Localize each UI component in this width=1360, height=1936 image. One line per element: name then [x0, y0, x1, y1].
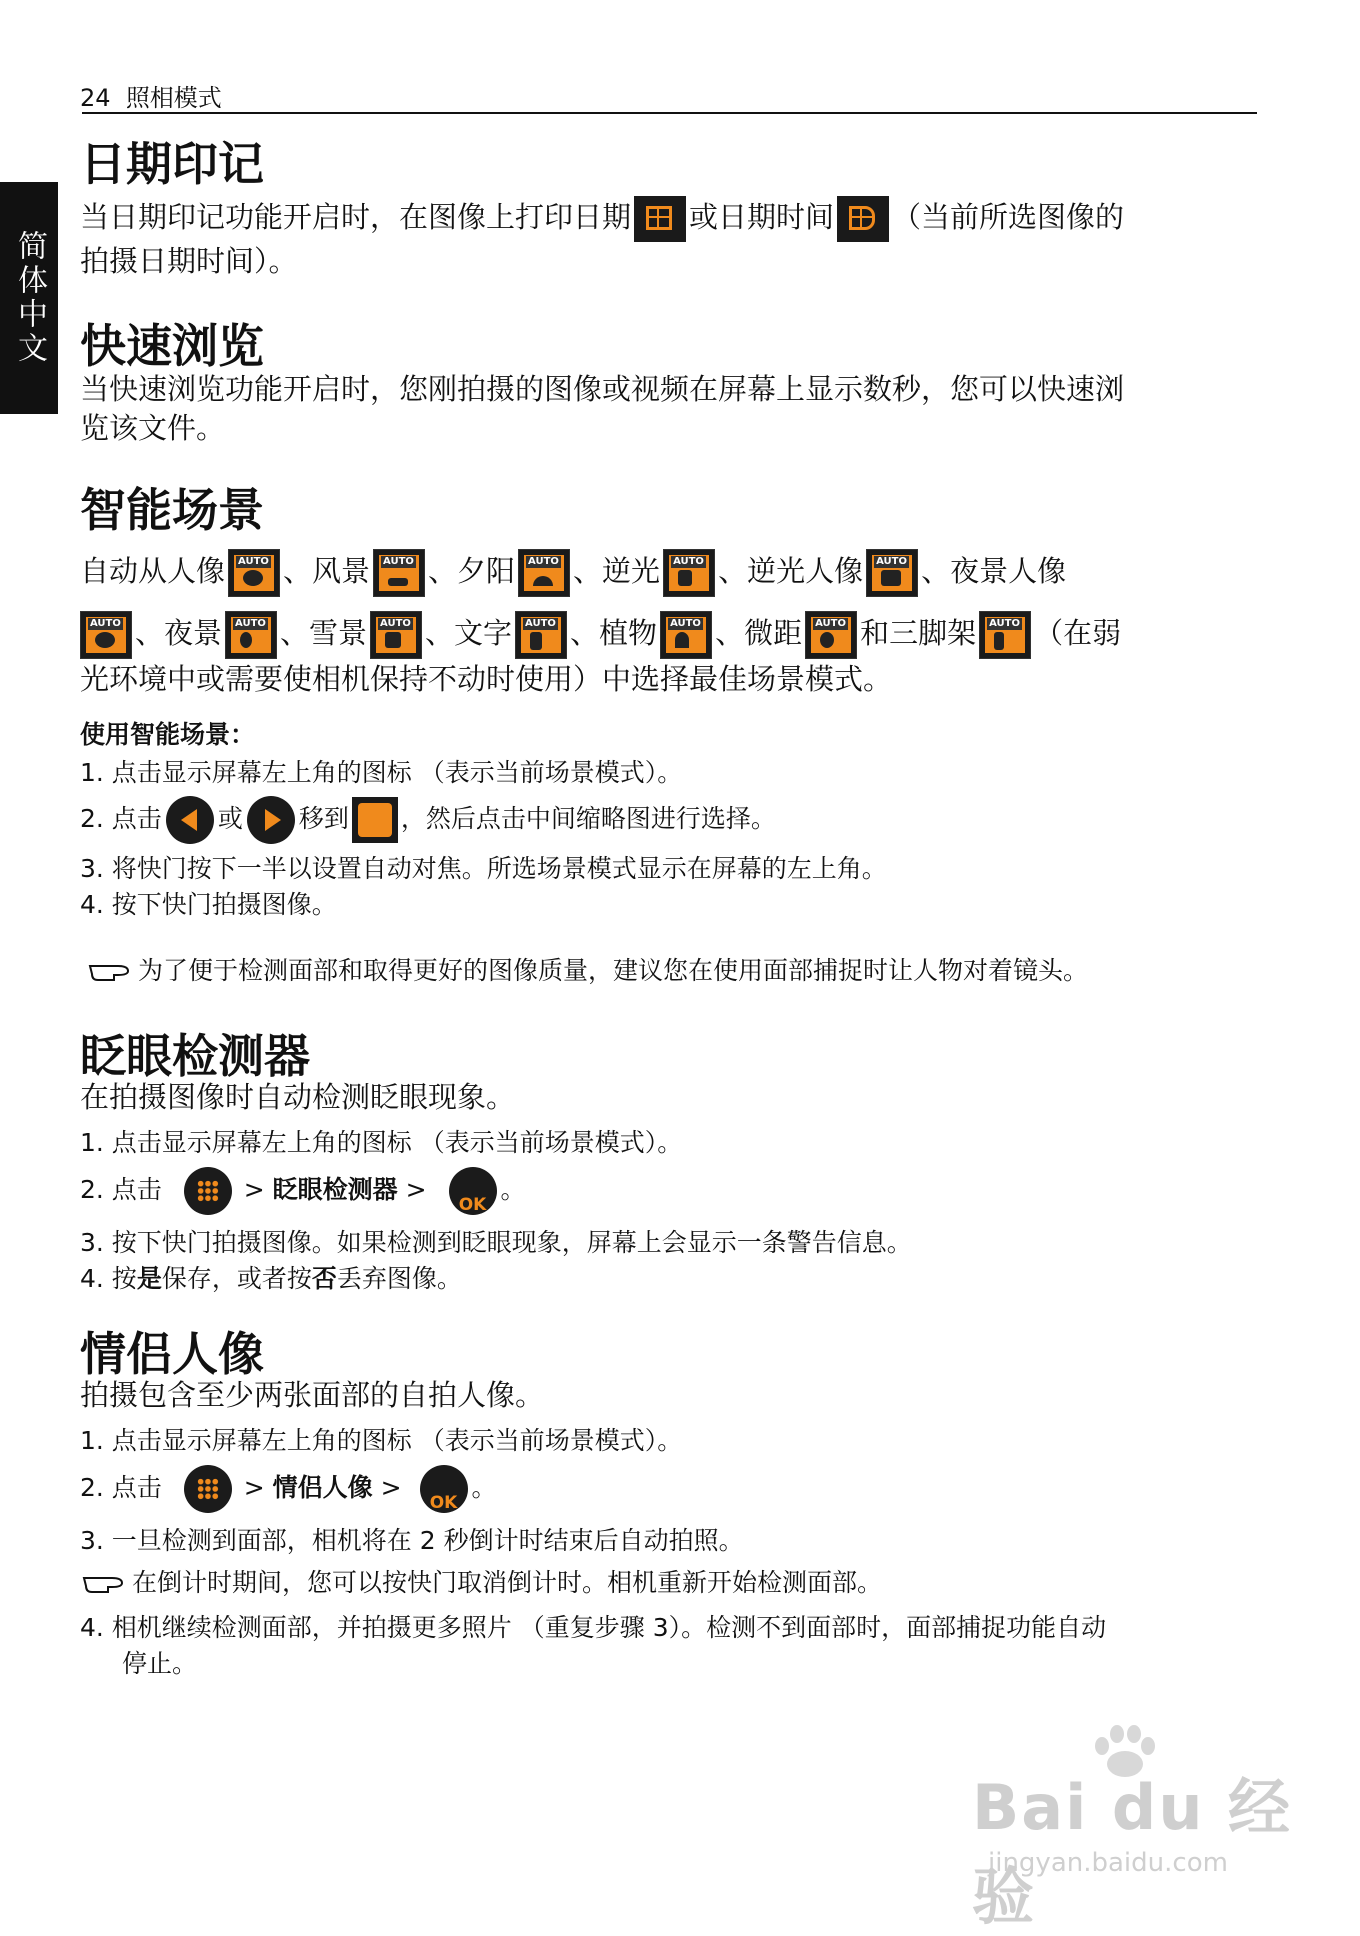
- couple-intro: 拍摄包含至少两张面部的自拍人像。: [80, 1378, 545, 1412]
- scene-auto-portrait-label: 自动从人像: [80, 554, 226, 588]
- date-stamp-paragraph: [80, 196, 1260, 281]
- smart-scene-note: [88, 954, 1268, 988]
- quick-review-text-1: 当快速浏览功能开启时，您刚拍摄的图像或视频在屏幕上显示数秒，您可以快速浏: [80, 372, 1125, 406]
- watermark-brand: Bai du 经验: [972, 1771, 1293, 1933]
- step2-text-a: 2. 点击: [80, 804, 162, 833]
- quick-review-text-2: 览该文件。: [80, 411, 226, 446]
- page-header: [80, 78, 222, 113]
- scene-backlight-portrait-label: 、逆光人像: [718, 554, 864, 588]
- pointing-hand-icon: [88, 960, 132, 984]
- couple-note: [82, 1566, 1262, 1600]
- couple-step-1: 1. 点击显示屏幕左上角的图标 （表示当前场景模式）。: [80, 1426, 683, 1455]
- date-stamp-title: 日期印记: [80, 137, 264, 191]
- couple-step2-c: 情侣人像: [272, 1473, 373, 1502]
- step2-text-b: 或: [217, 804, 243, 833]
- pointing-hand-icon: [82, 1572, 126, 1596]
- note-text: 为了便于检测面部和取得更好的图像质量，建议您在使用面部捕捉时让人物对着镜头。: [138, 956, 1089, 985]
- smart-scene-paragraph: [80, 540, 1260, 664]
- menu-grid-icon: [184, 1465, 232, 1513]
- blink-step2-e: 。: [500, 1175, 526, 1204]
- blink-intro: 在拍摄图像时自动检测眨眼现象。: [80, 1080, 516, 1114]
- couple-title: 情侣人像: [80, 1327, 264, 1381]
- step2-text-c: 移到: [298, 804, 349, 833]
- scene-tail-label: （在弱: [1034, 616, 1122, 650]
- auto-macro-icon: AUTO: [805, 611, 857, 659]
- date-stamp-text-3: （当前所选图像的: [892, 200, 1125, 234]
- scene-tripod-label: 和三脚架: [860, 616, 977, 650]
- quick-review-title: 快速浏览: [80, 319, 264, 373]
- smart-scene-step-1: 1. 点击显示屏幕左上角的图标 （表示当前场景模式）。: [80, 758, 683, 787]
- date-stamp-text-1: 当日期印记功能开启时，在图像上打印日期: [80, 200, 632, 234]
- blink-step4-c: 保存，或者按: [161, 1264, 312, 1293]
- smart-scene-icon: [352, 797, 398, 843]
- menu-grid-icon: [184, 1167, 232, 1215]
- scene-night-label: 、夜景: [135, 616, 223, 650]
- page-number: 24: [80, 84, 111, 112]
- auto-night-icon: AUTO: [225, 611, 277, 659]
- couple-note-text: 在倒计时期间，您可以按快门取消倒计时。相机重新开始检测面部。: [132, 1568, 883, 1597]
- scene-macro-label: 、微距: [715, 616, 803, 650]
- quick-review-paragraph: [80, 370, 1260, 448]
- date-time-icon: [837, 196, 889, 242]
- couple-step-2: [80, 1462, 1260, 1514]
- blink-step4-b: 是: [136, 1264, 162, 1293]
- blink-step-2: [80, 1164, 1260, 1216]
- blink-step-4: [80, 1262, 1260, 1296]
- blink-step4-d: 否: [311, 1264, 337, 1293]
- auto-backlight-portrait-icon: AUTO: [866, 549, 918, 597]
- auto-sunset-icon: AUTO: [518, 549, 570, 597]
- blink-step-1: 1. 点击显示屏幕左上角的图标 （表示当前场景模式）。: [80, 1128, 683, 1157]
- couple-step4-a: 4. 相机继续检测面部，并拍摄更多照片 （重复步骤 3）。检测不到面部时，面部捕捉功能自动: [80, 1613, 1107, 1642]
- blink-step-3: 3. 按下快门拍摄图像。如果检测到眨眼现象，屏幕上会显示一条警告信息。: [80, 1228, 912, 1257]
- scene-snow-label: 、雪景: [280, 616, 368, 650]
- auto-text-icon: AUTO: [515, 611, 567, 659]
- couple-step-3: 3. 一旦检测到面部，相机将在 2 秒倒计时结束后自动拍照。: [80, 1526, 744, 1555]
- couple-step4-b: 停止。: [122, 1649, 198, 1679]
- header-rule: [82, 112, 1257, 114]
- step2-text-d: ，然后点击中间缩略图进行选择。: [400, 804, 776, 833]
- scene-landscape-label: 、风景: [283, 554, 371, 588]
- auto-backlight-icon: AUTO: [663, 549, 715, 597]
- smart-scene-step-4: 4. 按下快门拍摄图像。: [80, 890, 337, 919]
- ok-icon: OK: [449, 1167, 497, 1215]
- scene-text-label: 、文字: [425, 616, 513, 650]
- scene-plant-label: 、植物: [570, 616, 658, 650]
- watermark-url: jingyan.baidu.com: [988, 1848, 1228, 1878]
- blink-step2-c: 眨眼检测器: [272, 1175, 398, 1204]
- blink-step2-b: >: [243, 1175, 273, 1204]
- couple-step-4: [80, 1610, 1260, 1683]
- smart-scene-step-2: [80, 794, 1260, 844]
- couple-step2-e: 。: [471, 1473, 497, 1502]
- blink-step4-a: 4. 按: [80, 1264, 137, 1293]
- date-stamp-text-2: 或日期时间: [689, 200, 835, 234]
- baidu-watermark: [960, 1720, 1300, 1933]
- section-name: 照相模式: [125, 84, 222, 112]
- right-arrow-icon: [247, 796, 295, 844]
- auto-plant-icon: AUTO: [660, 611, 712, 659]
- left-arrow-icon: [166, 796, 214, 844]
- smart-scene-howto-title: 使用智能场景：: [80, 720, 256, 749]
- scene-night-portrait-label: 、夜景人像: [921, 554, 1067, 588]
- date-stamp-text-4: 拍摄日期时间）。: [80, 244, 298, 278]
- couple-step2-d: >: [372, 1473, 402, 1502]
- blink-step4-e: 丢弃图像。: [336, 1264, 462, 1293]
- auto-portrait-icon: AUTO: [228, 549, 280, 597]
- blink-step2-a: 2. 点击: [80, 1175, 162, 1204]
- blink-step2-d: >: [397, 1175, 427, 1204]
- smart-scene-step-3: 3. 将快门按下一半以设置自动对焦。所选场景模式显示在屏幕的左上角。: [80, 854, 887, 883]
- couple-step2-b: >: [243, 1473, 273, 1502]
- scene-backlight-label: 、逆光: [573, 554, 661, 588]
- language-tab: [0, 182, 58, 414]
- date-icon: [634, 196, 686, 242]
- blink-title: 眨眼检测器: [80, 1029, 310, 1083]
- auto-tripod-icon: AUTO: [979, 611, 1031, 659]
- auto-landscape-icon: AUTO: [373, 549, 425, 597]
- smart-scene-title: 智能场景: [80, 483, 264, 537]
- ok-icon: OK: [420, 1465, 468, 1513]
- auto-snow-icon: AUTO: [370, 611, 422, 659]
- smart-scene-paragraph-end: 光环境中或需要使相机保持不动时使用）中选择最佳场景模式。: [80, 662, 893, 696]
- auto-night-portrait-icon: AUTO: [80, 611, 132, 659]
- scene-sunset-label: 、夕阳: [428, 554, 516, 588]
- couple-step2-a: 2. 点击: [80, 1473, 162, 1502]
- language-tab-label: 简体中文: [12, 230, 47, 366]
